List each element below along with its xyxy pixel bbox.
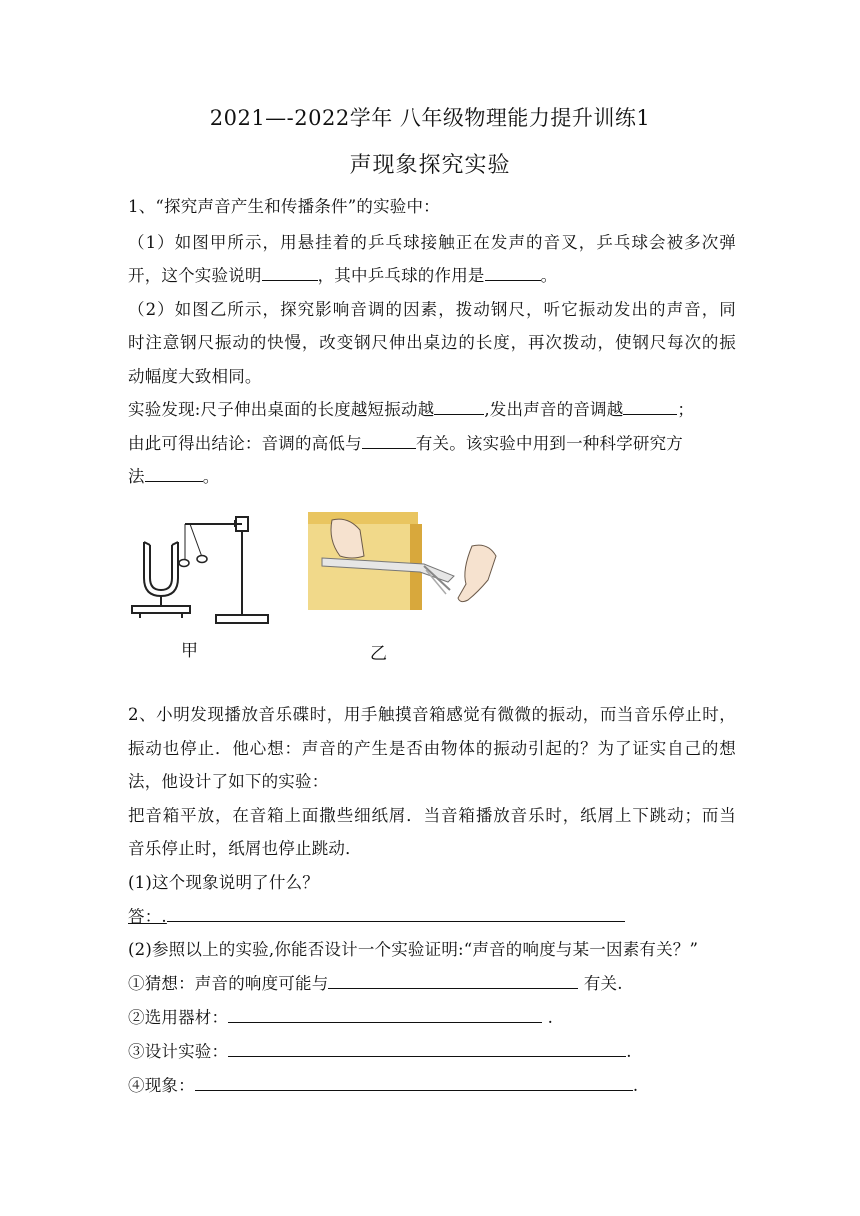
- q2-sub2: (2)参照以上的实验,你能否设计一个实验证明:“声音的响度与某一因素有关？”: [128, 940, 699, 959]
- q2-phenomenon-label: ④现象：: [128, 1076, 195, 1095]
- q1-method-b: 。: [202, 467, 220, 486]
- q1-conclusion-b: 有关。该实验中用到一种科学研究方: [415, 434, 684, 453]
- q2-phenomenon-line: [128, 1075, 738, 1097]
- q2-design-label: ③设计实验：: [128, 1042, 229, 1061]
- figure-yi-ruler: [308, 512, 496, 610]
- q1-p1-text-c: 。: [540, 266, 558, 285]
- phenomenon-blank[interactable]: [195, 1076, 633, 1091]
- q2-answer-line: [128, 906, 738, 928]
- q2-guess-suffix: 有关.: [578, 974, 623, 993]
- q2-line4: 把音箱平放，在音箱上面撒些细纸屑．当音箱播放音乐时，纸屑上下跳动；而当: [128, 806, 736, 825]
- q2-equipment-label: ②选用器材：: [128, 1008, 229, 1027]
- q1-p2-line2: 时注意钢尺振动的快慢，改变钢尺伸出桌边的长度，再次拨动，使钢尺每次的振: [128, 333, 736, 352]
- figure-yi-caption: 乙: [370, 644, 387, 664]
- equipment-blank[interactable]: [228, 1008, 542, 1023]
- q1-intro: 1、“探究声音产生和传播条件”的实验中：: [128, 197, 440, 216]
- q2-equipment-line: [128, 1007, 738, 1029]
- page-title: 2021—-2022学年 八年级物理能力提升训练1: [209, 106, 651, 130]
- q1-p1-line2: [128, 265, 738, 287]
- q1-p1-text-a: 开，这个实验说明: [128, 266, 262, 285]
- q2-line3: 法，他设计了如下的实验：: [128, 772, 329, 791]
- q2-line2: 振动也停止．他心想：声音的产生是否由物体的振动引起的？为了证实自己的想: [128, 739, 736, 758]
- q2-guess-line: [128, 973, 738, 995]
- q2-guess-label: ①猜想：声音的响度可能与: [128, 974, 329, 993]
- q1-finding-a: 实验发现:尺子伸出桌面的长度越短振动越: [128, 400, 435, 419]
- q2-line1: 2、小明发现播放音乐碟时，用手触摸音箱感觉有微微的振动，而当音乐停止时，: [128, 705, 736, 724]
- q1-finding-b: ,发出声音的音调越: [484, 400, 624, 419]
- q1-p2-line1: （2）如图乙所示，探究影响音调的因素，拨动钢尺，听它振动发出的声音，同: [128, 300, 736, 319]
- q2-line5: 音乐停止时，纸屑也停止跳动．: [128, 839, 362, 858]
- q1-method-line: [128, 466, 738, 488]
- q1-finding-line: [128, 399, 738, 421]
- figures: [128, 500, 548, 664]
- blank-2[interactable]: [485, 266, 541, 281]
- blank-1[interactable]: [262, 266, 318, 281]
- blank-4[interactable]: [623, 400, 677, 415]
- q1-finding-c: ；: [677, 400, 695, 419]
- design-blank[interactable]: [228, 1042, 626, 1057]
- q1-conclusion-line: [128, 433, 738, 455]
- q2-answer-label: 答：.: [128, 907, 167, 926]
- guess-blank[interactable]: [328, 974, 578, 989]
- answer-blank[interactable]: [167, 907, 625, 922]
- blank-5[interactable]: [362, 434, 416, 449]
- q2-design-suffix: .: [626, 1042, 632, 1061]
- q1-p1-line1: （1）如图甲所示，用悬挂着的乒乓球接触正在发声的音叉，乒乓球会被多次弹: [128, 233, 736, 252]
- q2-phenomenon-suffix: .: [632, 1076, 639, 1095]
- q1-p1-text-b: ，其中乒乓球的作用是: [317, 266, 485, 285]
- q2-design-line: [128, 1041, 738, 1063]
- q2-sub1: (1)这个现象说明了什么？: [128, 873, 319, 892]
- blank-3[interactable]: [434, 400, 484, 415]
- q2-equipment-suffix: .: [542, 1008, 554, 1027]
- q1-conclusion-a: 由此可得出结论：音调的高低与: [128, 434, 362, 453]
- figure-jia-caption: 甲: [181, 641, 198, 661]
- q1-method-a: 法: [128, 467, 145, 486]
- page-subtitle: 声现象探究实验: [349, 153, 511, 178]
- blank-6[interactable]: [145, 467, 203, 482]
- q1-p2-line3: 动幅度大致相同。: [128, 367, 262, 386]
